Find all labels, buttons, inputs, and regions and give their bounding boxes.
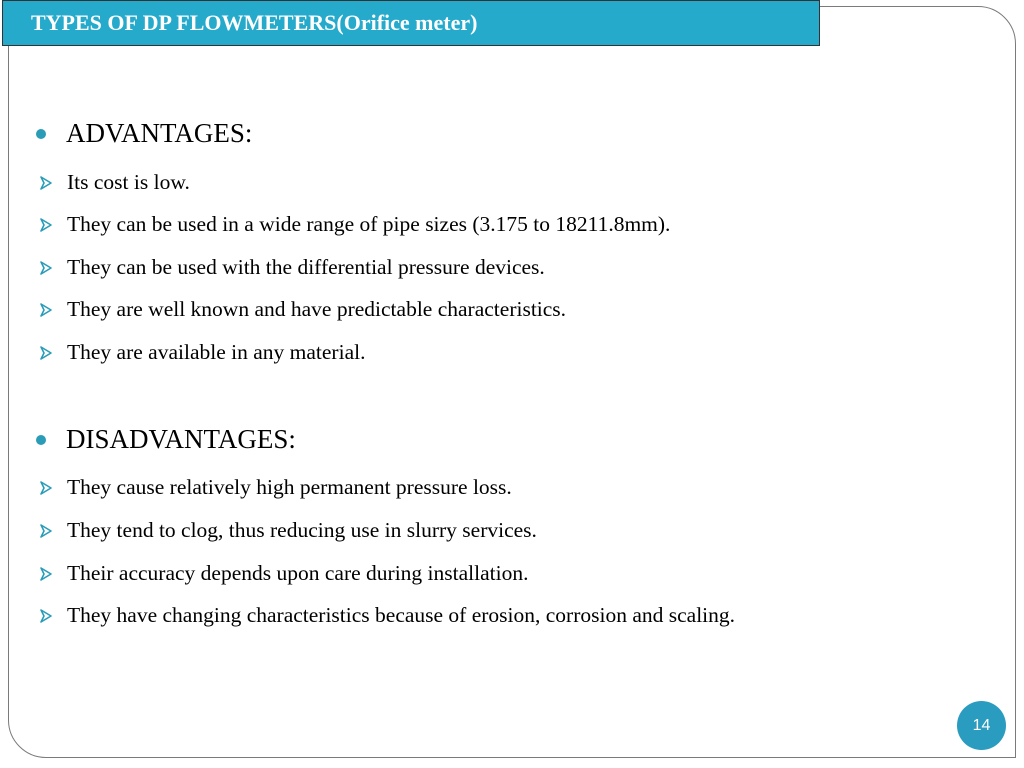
disadvantage-item: They tend to clog, thus reducing use in slurry services. [67,518,537,542]
advantages-heading: ADVANTAGES: [66,118,253,148]
bullet-dot-icon [36,435,46,445]
arrow-bullet-icon [38,608,54,624]
arrow-bullet-icon [38,566,54,582]
advantage-item: They can be used in a wide range of pipe sizes (3.175 to 18211.8mm). [67,212,671,236]
advantage-item: They are well known and have predictable characteristics. [67,297,567,321]
list-item [38,340,365,365]
list-item [38,170,190,195]
list-item [38,297,566,322]
disadvantages-heading: DISADVANTAGES: [66,424,296,454]
list-item [38,212,670,237]
page-number-badge: 14 [957,701,1006,750]
list-item [38,561,528,586]
bullet-dot-icon [36,129,46,139]
arrow-bullet-icon [38,523,54,539]
advantage-item: They can be used with the differential pressure devices. [67,255,545,279]
arrow-bullet-icon [38,260,54,276]
disadvantages-heading-row [36,424,296,455]
list-item [38,475,512,500]
disadvantage-item: They cause relatively high permanent pressure loss. [67,475,512,499]
list-item [38,518,537,543]
advantage-item: They are available in any material. [67,340,366,364]
list-item [38,603,735,628]
advantages-heading-row [36,118,252,149]
disadvantage-item: They have changing characteristics because of erosion, corrosion and scaling. [67,603,736,627]
arrow-bullet-icon [38,345,54,361]
advantage-item: Its cost is low. [67,170,190,194]
arrow-bullet-icon [38,302,54,318]
arrow-bullet-icon [38,217,54,233]
arrow-bullet-icon [38,480,54,496]
slide-title: TYPES OF DP FLOWMETERS(Orifice meter) [31,10,478,35]
list-item [38,255,545,280]
arrow-bullet-icon [38,175,54,191]
disadvantage-item: Their accuracy depends upon care during installation. [67,561,529,585]
